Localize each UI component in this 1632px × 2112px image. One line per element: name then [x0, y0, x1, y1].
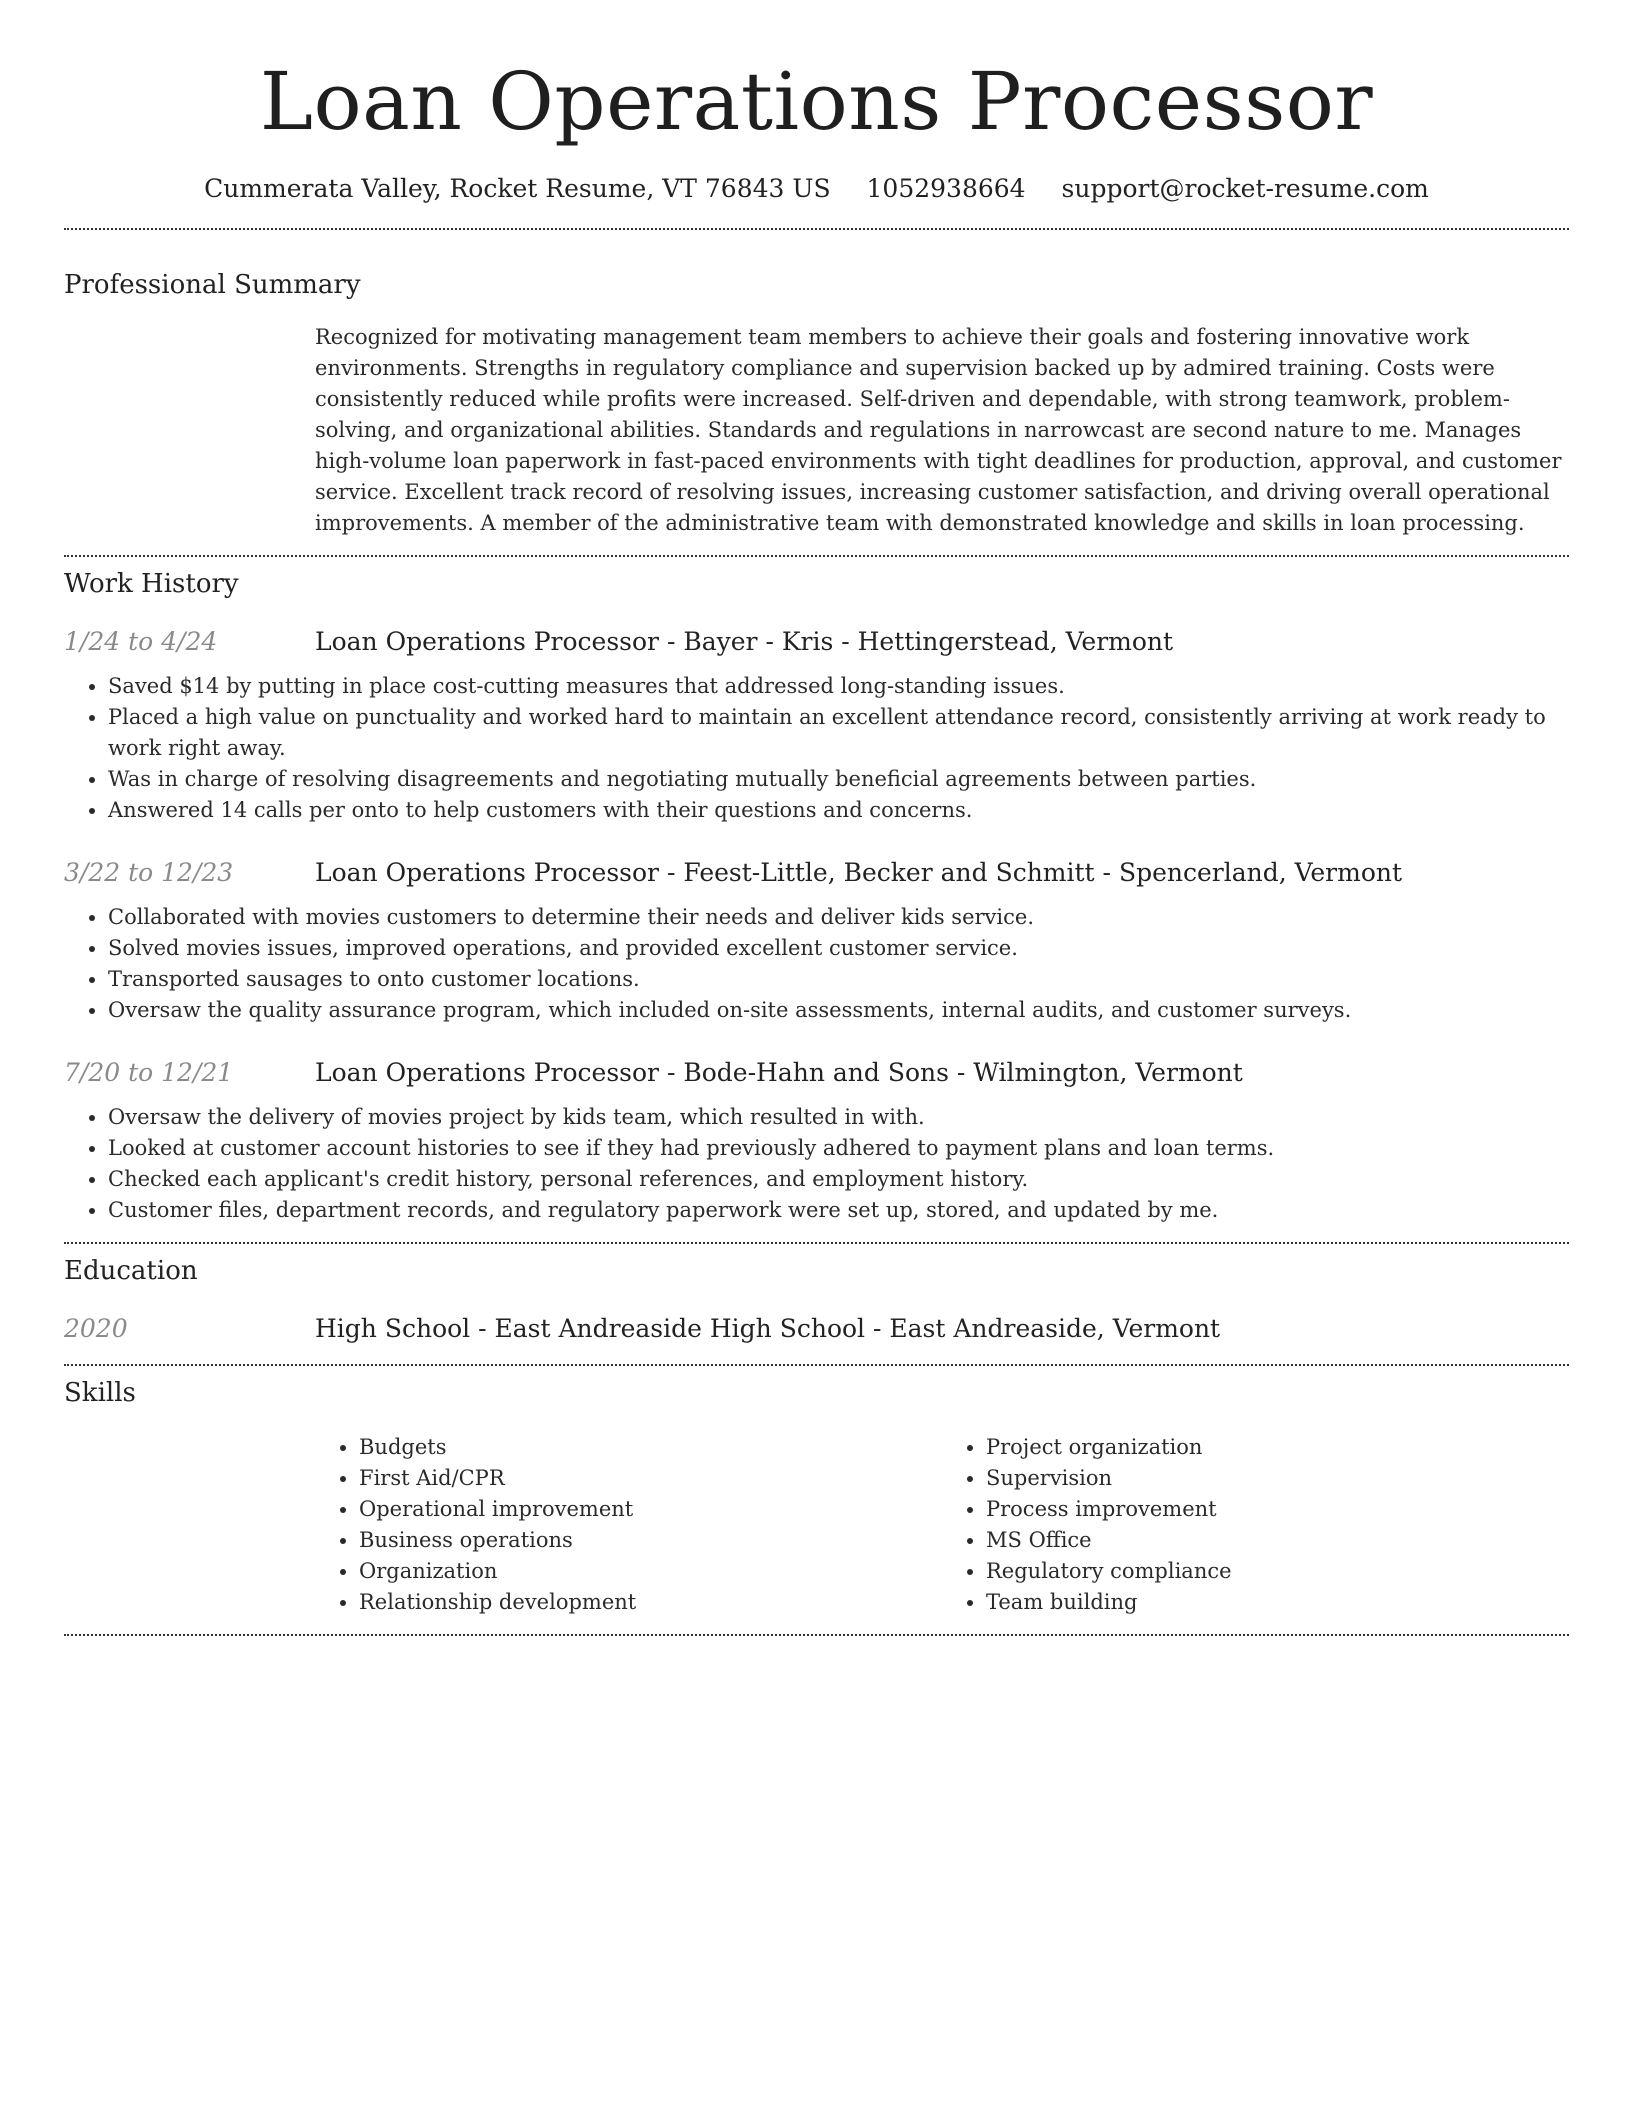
education-heading: Education [64, 1256, 198, 1286]
summary-heading: Professional Summary [64, 270, 361, 300]
list-item: • Customer files, department records, and regulatory paperwork were set up, stored, and updated by me. [108, 1195, 1569, 1226]
job-title: Loan Operations Processor - Bode-Hahn and Sons - Wilmington, Vermont [315, 1058, 1243, 1087]
education-title: High School - East Andreaside High School - East Andreaside, Vermont [315, 1314, 1221, 1343]
resume-page [64, 0, 1569, 1636]
skills-column-right [942, 1432, 1569, 1618]
list-item: • Organization [359, 1556, 942, 1587]
list-item: • Checked each applicant's credit history, personal references, and employment history. [108, 1164, 1569, 1195]
list-item: • Budgets [359, 1432, 942, 1463]
list-item: • Looked at customer account histories to see if they had previously adhered to payment plans and loan terms. [108, 1133, 1569, 1164]
summary-text: Recognized for motivating management team members to achieve their goals and fostering innovative work environments. Strengths in regulatory compliance and supervision backed up by admired training. Costs were consistently reduced while profits were increased. Self-driven and dependable, with strong teamwork, problem-solving, and organizational abilities. Standards and regulations in narrowcast are second nature to me. Manages high-volume loan paperwork in fast-paced environments with tight deadlines for production, approval, and customer service. Excellent track record of resolving issues, increasing customer satisfaction, and driving overall operational improvements. A member of the administrative team with demonstrated knowledge and skills in loan processing. [315, 325, 1562, 535]
list-item: • Placed a high value on punctuality and worked hard to maintain an excellent attendance record, consistently arriving at work ready to work right away. [108, 702, 1569, 764]
resume-name: Loan Operations Processor [259, 55, 1374, 148]
education-date: 2020 [64, 1314, 128, 1343]
list-item: • Regulatory compliance [986, 1556, 1569, 1587]
job-bullets [64, 1102, 1569, 1226]
job-bullets [64, 671, 1569, 826]
divider [64, 228, 1569, 230]
divider [64, 1242, 1569, 1244]
job-date: 3/22 to 12/23 [64, 858, 234, 887]
list-item: • Collaborated with movies customers to determine their needs and deliver kids service. [108, 902, 1569, 933]
job-bullets [64, 902, 1569, 1026]
list-item: • Business operations [359, 1525, 942, 1556]
list-item: • MS Office [986, 1525, 1569, 1556]
list-item: • Answered 14 calls per onto to help customers with their questions and concerns. [108, 795, 1569, 826]
list-item: • Project organization [986, 1432, 1569, 1463]
divider [64, 1634, 1569, 1636]
list-item: • Relationship development [359, 1587, 942, 1618]
contact-phone: 1052938664 [866, 174, 1026, 203]
work-history-heading: Work History [64, 569, 239, 599]
divider [64, 1364, 1569, 1366]
list-item: • Was in charge of resolving disagreements and negotiating mutually beneficial agreements between parties. [108, 764, 1569, 795]
skills-heading: Skills [64, 1378, 136, 1408]
job-entry [64, 856, 1569, 1026]
job-title: Loan Operations Processor - Bayer - Kris - Hettingerstead, Vermont [315, 627, 1174, 656]
job-title: Loan Operations Processor - Feest-Little, Becker and Schmitt - Spencerland, Vermont [315, 858, 1403, 887]
education-entry [64, 1312, 1569, 1346]
list-item: • Solved movies issues, improved operations, and provided excellent customer service. [108, 933, 1569, 964]
list-item: • Operational improvement [359, 1494, 942, 1525]
list-item: • Transported sausages to onto customer locations. [108, 964, 1569, 995]
list-item: • Team building [986, 1587, 1569, 1618]
list-item: • Saved $14 by putting in place cost-cutting measures that addressed long-standing issues. [108, 671, 1569, 702]
contact-line [64, 172, 1569, 206]
list-item: • Oversaw the delivery of movies project by kids team, which resulted in with. [108, 1102, 1569, 1133]
list-item: • Supervision [986, 1463, 1569, 1494]
list-item: • Oversaw the quality assurance program, which included on-site assessments, internal audits, and customer surveys. [108, 995, 1569, 1026]
list-item: • Process improvement [986, 1494, 1569, 1525]
skills-column-left [315, 1432, 942, 1618]
divider [64, 555, 1569, 557]
job-date: 1/24 to 4/24 [64, 627, 218, 656]
job-entry [64, 1056, 1569, 1226]
job-entry [64, 625, 1569, 826]
contact-email: support@rocket-resume.com [1061, 174, 1429, 203]
job-date: 7/20 to 12/21 [64, 1058, 234, 1087]
list-item: • First Aid/CPR [359, 1463, 942, 1494]
skills-list [315, 1432, 1569, 1618]
contact-address: Cummerata Valley, Rocket Resume, VT 76843 US [204, 174, 831, 203]
